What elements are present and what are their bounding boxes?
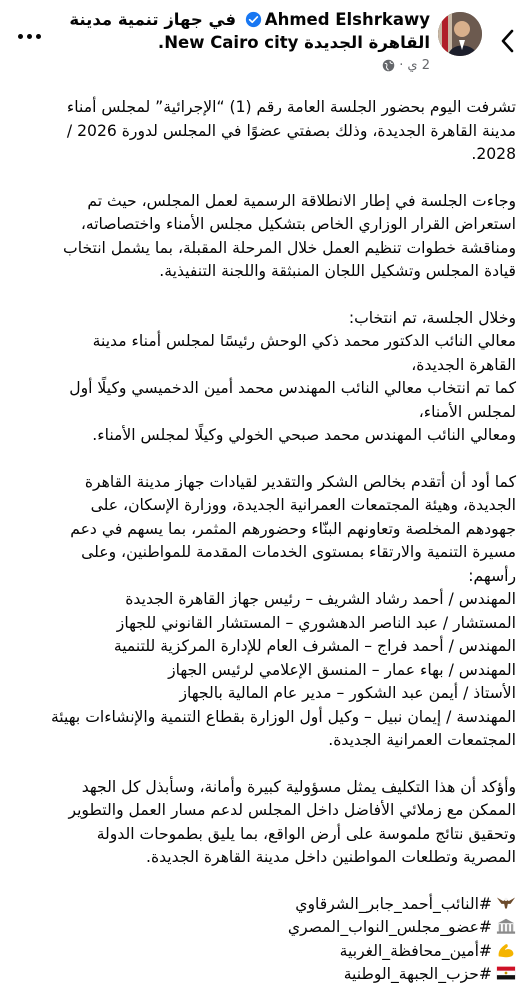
hashtag-list bbox=[10, 893, 516, 987]
classical-building-icon bbox=[496, 917, 516, 935]
post-body bbox=[10, 96, 516, 987]
author-avatar[interactable] bbox=[438, 12, 482, 56]
hashtag-2[interactable]: #عضو_مجلس_النواب_المصري bbox=[10, 916, 516, 940]
back-button[interactable] bbox=[490, 24, 524, 58]
paragraph-5: وأؤكد أن هذا التكليف يمثل مسؤولية كبيرة وأمانة، وسأبذل كل الجهد الممكن مع زملائي الأفاضل داخل المجلس لدعم مسار العمل والتطوير وتحقيق نتائج ملموسة على أرض الواقع، بما يليق بطموحات الدولة المصرية وتطلعات المواطنين داخل مدينة القاهرة الجديدة. bbox=[68, 777, 516, 866]
verified-badge-icon bbox=[245, 11, 262, 28]
eagle-icon bbox=[496, 894, 516, 912]
globe-icon bbox=[382, 59, 395, 72]
paragraph-3: وخلال الجلسة، تم انتخاب: معالي النائب الدكتور محمد ذكي الوحش رئيسًا لمجلس أمناء مدينة القاهرة الجديدة، كما تم انتخاب معالي النائب المهندس محمد أمين الدخميسي وكيلًا أول لمجلس الأمناء، ومعالي النائب المهندس محمد صبحي الخولي وكيلًا لمجلس الأمناء. bbox=[69, 308, 516, 444]
hashtag-4[interactable]: #حزب_الجبهة_الوطنية bbox=[10, 963, 516, 987]
hashtag-1[interactable]: #النائب_أحمد_جابر_الشرقاوي bbox=[10, 893, 516, 917]
flexed-biceps-icon bbox=[496, 941, 516, 959]
paragraph-1: تشرفت اليوم بحضور الجلسة العامة رقم (1) “الإجرائية” لمجلس أمناء مدينة القاهرة الجديدة، وذلك بصفتي عضوًا في المجلس لدورة 2026 / 2028. bbox=[66, 98, 516, 163]
page-name-line1[interactable]: جهاز تنمية مدينة bbox=[69, 10, 203, 29]
more-dots-icon bbox=[18, 34, 23, 39]
post-header bbox=[0, 0, 530, 84]
more-options-button[interactable] bbox=[12, 26, 46, 46]
chevron-left-icon bbox=[500, 29, 514, 53]
author-name[interactable]: Ahmed Elshrkawy bbox=[264, 10, 430, 29]
post-meta: 2 ي · bbox=[62, 58, 430, 73]
paragraph-2: وجاءت الجلسة في إطار الانطلاقة الرسمية لعمل المجلس، حيث تم استعراض القرار الوزاري الخاص بتشكيل مجلس الأمناء واختصاصاته، ومناقشة خطوات تنظيم العمل خلال المرحلة المقبلة، بما يشمل انتخاب قيادة المجلس وتشكيل اللجان المنبثقة واللجنة التنفيذية. bbox=[63, 191, 516, 280]
egypt-flag-icon bbox=[496, 964, 516, 982]
in-word: في bbox=[208, 10, 237, 29]
post-time[interactable]: 2 ي bbox=[407, 58, 430, 73]
paragraph-4: كما أود أن أتقدم بخالص الشكر والتقدير لقيادات جهاز مدينة القاهرة الجديدة، وهيئة المجتمعات العمرانية الجديدة، ووزارة الإسكان، على جهودهم المخلصة وتعاونهم البنّاء وحضورهم المثمر، بما يسهم في دعم مسيرة التنمية والارتقاء بمستوى الخدمات المقدمة للمواطنين، وعلى رأسهم: المهندس / أحمد رشاد الشريف – رئيس جهاز القاهرة الجديدة المستشار / عبد الناصر الدهشوري – المستشار القانوني للجهاز المهندس / أحمد فراج – المشرف العام للإدارة المركزية للتنمية المهندس / بهاء عمار – المنسق الإعلامي لرئيس الجهاز الأستاذ / أيمن عبد الشكور – مدير عام المالية بالجهاز المهندسة / إيمان نبيل – وكيل أول الوزارة بقطاع التنمية والإنشاءات بهيئة المجتمعات العمرانية الجديدة. bbox=[50, 472, 516, 749]
hashtag-3[interactable]: #أمين_محافظة_الغربية bbox=[10, 940, 516, 964]
post-title bbox=[62, 8, 430, 73]
page-name-line2[interactable]: القاهرة الجديدة New Cairo city. bbox=[157, 33, 430, 52]
